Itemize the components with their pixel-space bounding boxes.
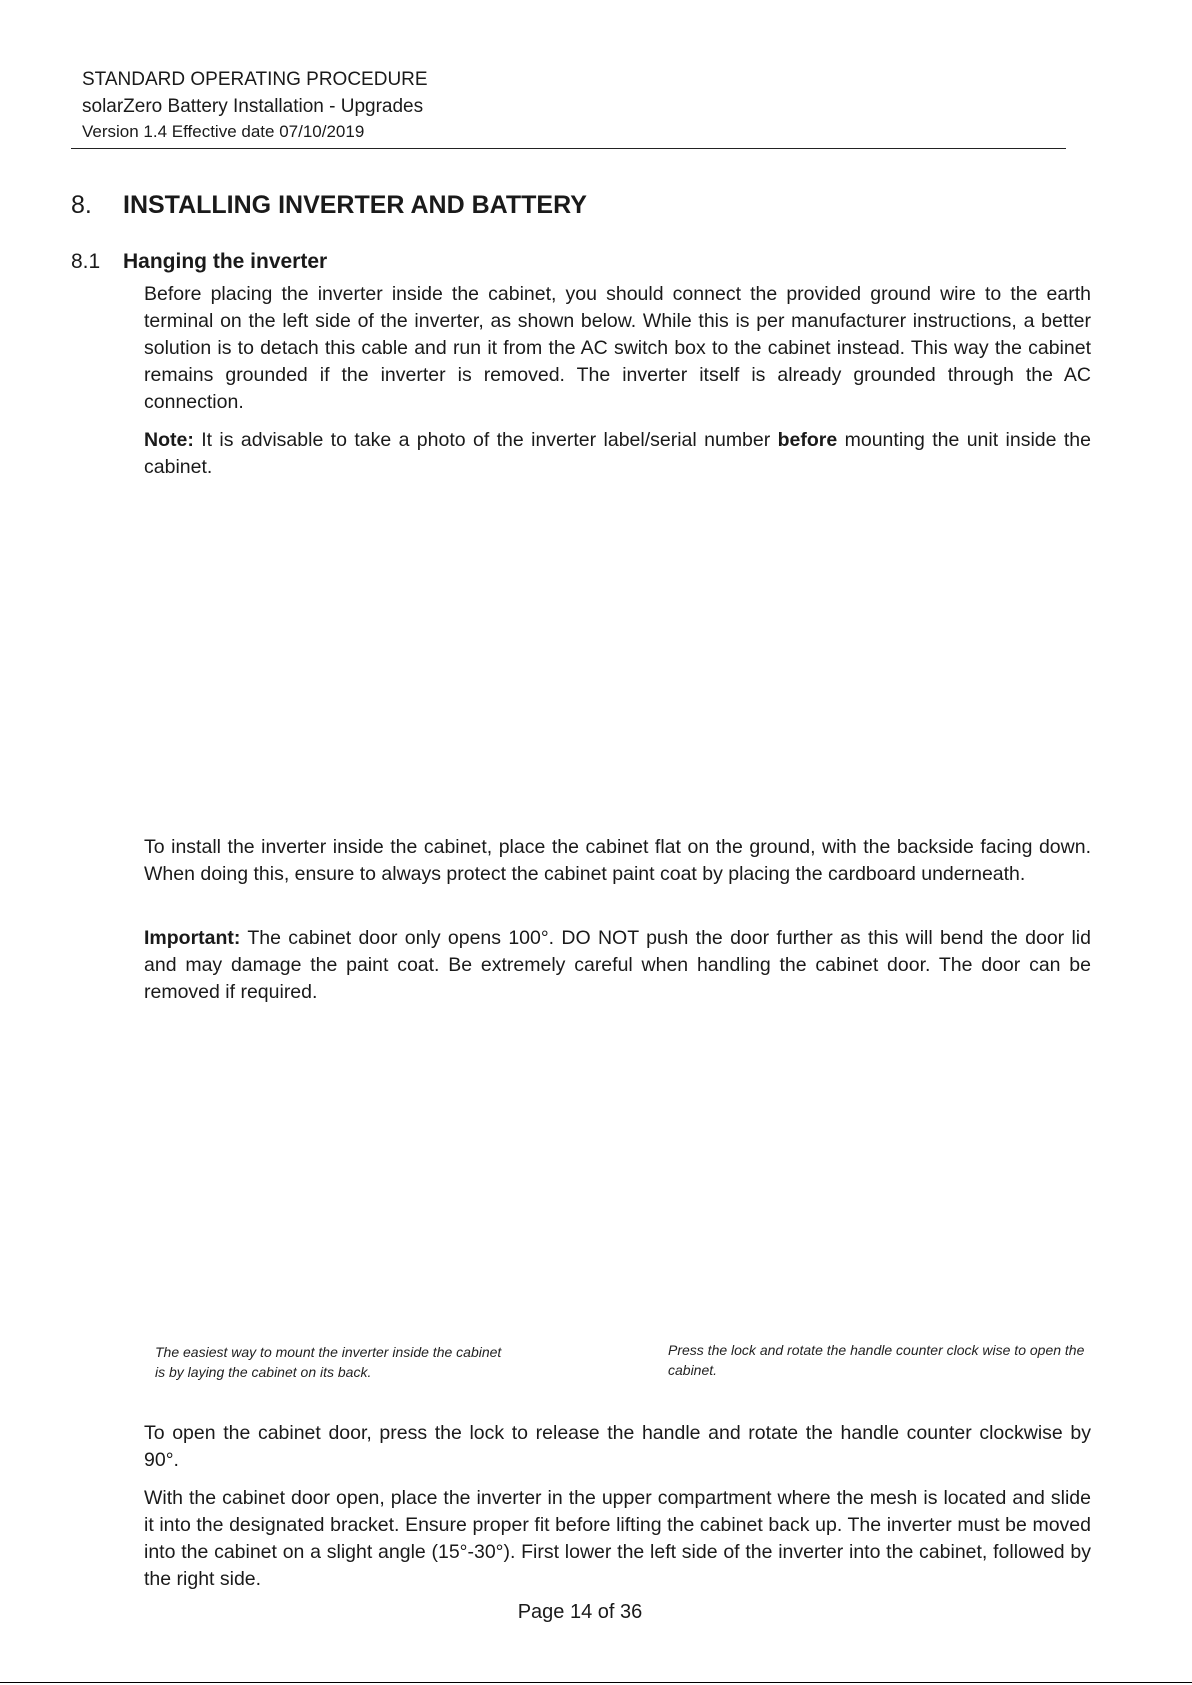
- page-number: Page 14 of 36: [517, 1601, 643, 1623]
- figure-placeholder-inverter: [144, 490, 1091, 825]
- figure-placeholder-cabinet: [144, 1015, 1091, 1335]
- header-divider: [71, 148, 1066, 149]
- caption-right: Press the lock and rotate the handle counter clock wise to open the cabinet.: [668, 1342, 1085, 1378]
- important-label: Important:: [144, 927, 241, 949]
- header-version: Version 1.4 Effective date 07/10/2019: [82, 122, 365, 141]
- paragraph-important: [144, 925, 1091, 1006]
- note-text-b: mounting the unit inside the cabinet.: [144, 429, 1091, 478]
- paragraph-ground-wire: Before placing the inverter inside the cabinet, you should connect the provided ground wire to the earth terminal on the left side of the inverter, as shown below. While this is per manufacturer instructions, a better solution is to detach this cable and run it from the AC switch box to the cabinet instead. This way the cabinet remains grounded if the inverter is removed. The inverter itself is already grounded through the AC connection.: [144, 283, 1091, 413]
- section-number: 8.: [71, 191, 92, 219]
- caption-left: The easiest way to mount the inverter inside the cabinet is by laying the cabinet on its back.: [155, 1344, 502, 1380]
- page-bottom-border: [0, 1682, 1192, 1683]
- header-doc-type: STANDARD OPERATING PROCEDURE: [82, 69, 428, 90]
- subsection-number: 8.1: [71, 250, 101, 273]
- section-heading: [71, 188, 587, 222]
- note-bold: before: [777, 429, 838, 451]
- header-doc-title: solarZero Battery Installation - Upgrades: [82, 96, 424, 117]
- subsection-title: Hanging the inverter: [123, 250, 328, 273]
- section-title: INSTALLING INVERTER AND BATTERY: [123, 191, 587, 219]
- document-header: [82, 66, 1067, 144]
- note-text-a: It is advisable to take a photo of the inverter label/serial number: [193, 429, 778, 451]
- paragraph-open-door: To open the cabinet door, press the lock to release the handle and rotate the handle counter clockwise by 90°.: [144, 1422, 1091, 1471]
- note-label: Note:: [144, 429, 194, 451]
- paragraph-place-inverter: With the cabinet door open, place the inverter in the upper compartment where the mesh is located and slide it into the designated bracket. Ensure proper fit before lifting the cabinet back up. The inverter must be moved into the cabinet on a slight angle (15°-30°). First lower the left side of the inverter into the cabinet, followed by the right side.: [144, 1487, 1091, 1590]
- subsection-heading: [71, 248, 327, 276]
- important-text: The cabinet door only opens 100°. DO NOT push the door further as this will bend the door lid and may damage the paint coat. Be extremely careful when handling the cabinet door. The door can be removed if required.: [144, 927, 1091, 1003]
- paragraph-note: [144, 427, 1091, 481]
- paragraph-install-cabinet: To install the inverter inside the cabinet, place the cabinet flat on the ground, with the backside facing down. When doing this, ensure to always protect the cabinet paint coat by placing the cardboard underneath.: [144, 836, 1091, 885]
